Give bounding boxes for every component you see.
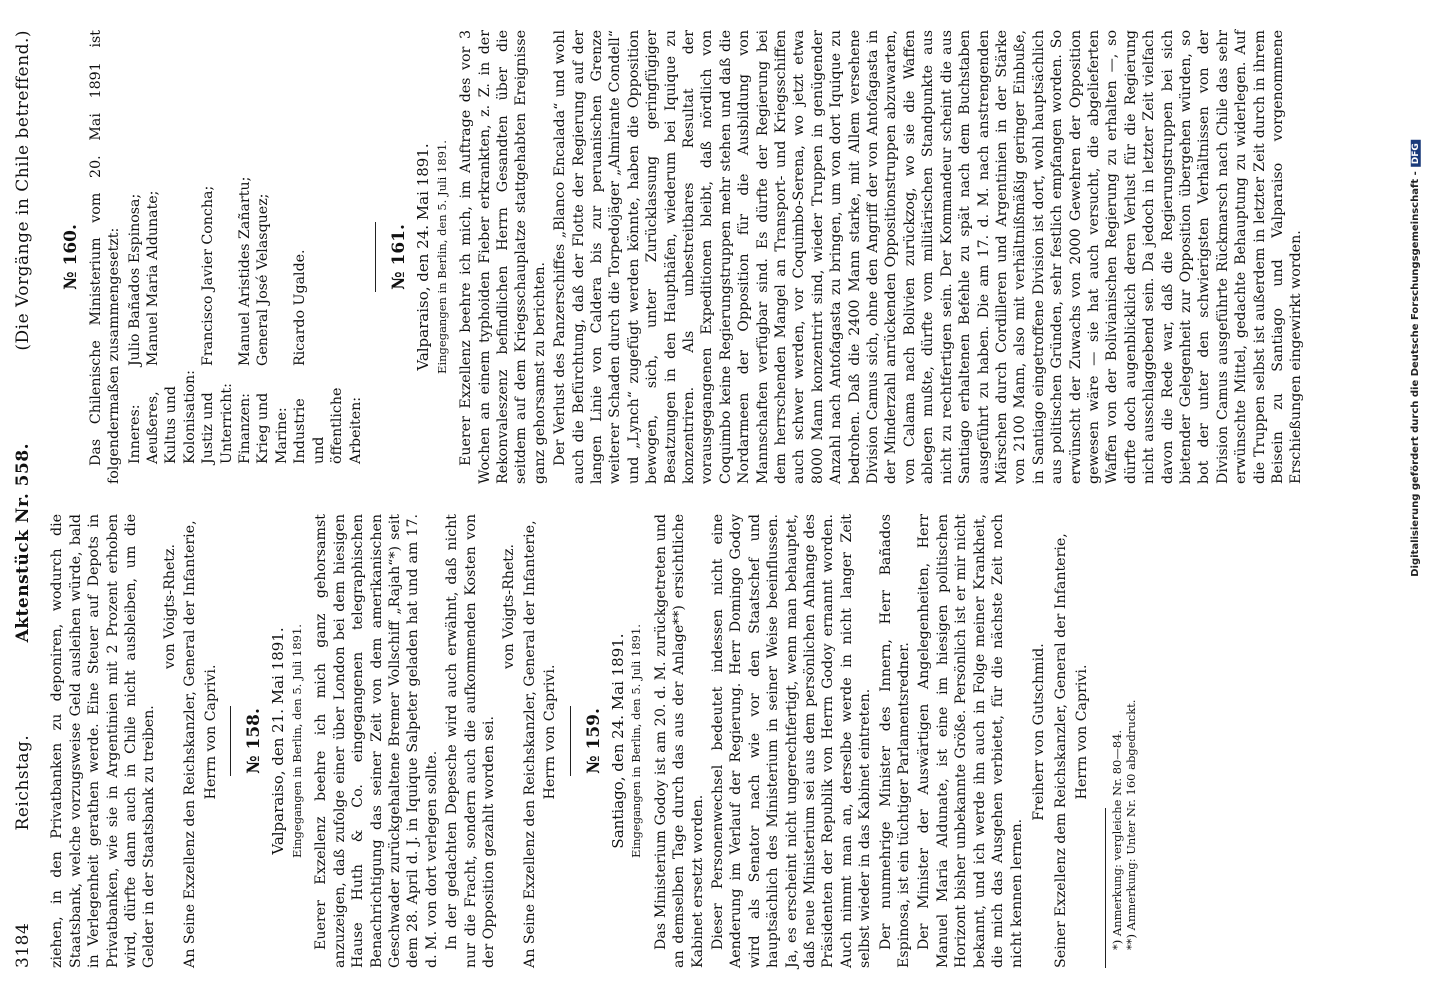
received-line: Eingegangen in Berlin, den 5. Juli 1891. (629, 624, 644, 858)
signature: von Voigts-Rhetz. (501, 544, 518, 669)
dateline: Valparaiso, den 21. Mai 1891. (269, 627, 288, 855)
document-number-159: № 159. (583, 708, 604, 774)
digitization-credit (1404, 8, 1426, 708)
footnote: **) Anmerkung: Unter Nr. 160 abgedruckt. (1124, 699, 1139, 950)
header-subject: (Die Vorgänge in Chile betreffend.) (13, 30, 33, 351)
document-number-158: № 158. (244, 708, 265, 774)
paragraph: Dieser Personenwechsel bedeutet indessen nicht eine Aenderung im Verlauf der Regierung. Herr Domingo Godoy wird als Senator nach wie vor den Staatschef und hauptsächlich des Ministerium in seiner Weise beeinflussen. Ja, es erscheint nicht ungerechtfertigt, wenn man behauptet, daß neue Ministerium sei aus dem persönlichen Anhange des Präsidenten der Republik von Herrn Godoy ernannt worden. Auch nimmt man an, derselbe werde in nicht langer Zeit selbst wieder in das Kabinet eintreten. (710, 514, 874, 968)
minister-name: Julio Bañados Espinosa; (126, 193, 143, 366)
minister-name: Ricardo Ugalde. (292, 249, 309, 366)
dateline: Santiago, den 24. Mai 1891. (608, 633, 627, 849)
address-line: An Seine Exzellenz den Reichskanzler, General der Infanterie, (182, 520, 199, 968)
paragraph: ziehen, in den Privatbanken zu deponiren, wodurch die Staatsbank, welche vorzugsweise Geld ausleihen würde, bald in Verlegenheit gerathen werde. Eine Steuer auf Depots in Privatbanken, wie sie in Argentinien mit 2 Prozent erhoben wird, dürfte dann auch in Chile nicht ausbleiben, um die Gelder in der Staatsbank zu treiben. (49, 514, 158, 968)
paragraph: Euerer Exzellenz beehre ich mich, im Auftrage des vor 3 Wochen an einem typhoiden Fieber erkrankten, z. Z. in der Rekonvaleszenz befindlichen Herrn Gesandten über die seitdem auf dem Kriegsschauplatze stattgehabten Ereignisse ganz gehorsamst zu berichten. (458, 30, 548, 484)
digitization-credit-text: Digitalisierung gefördert durch die Deutsche Forschungsgemeinschaft - (1409, 170, 1421, 577)
paragraph: Der Minister der Auswärtigen Angelegenheiten, Herr Manuel Maria Aldunate, ist eine im hiesigen politischen Horizont bisher unbekannte Größe. Persönlich ist er mir nicht bekannt, und ich werde ihn auch in Folge meiner Krankheit, die mich das Ausgehen verbietet, für die nächste Zeit noch nicht kennen lernen. (916, 514, 1025, 968)
dateline: Valparaiso, den 24. Mai 1891. (414, 143, 433, 371)
signature: von Voigts-Rhetz. (161, 544, 178, 669)
address-line: Seiner Exzellenz dem Reichskanzler, General der Infanterie, (1053, 533, 1070, 968)
document-number-161: № 161. (388, 224, 409, 290)
address-line: Herrn von Caprivi. (542, 664, 559, 800)
paragraph: In der gedachten Depesche wird auch erwähnt, daß nicht nur die Fracht, sondern auch die aufkommenden Kosten von der Opposition gezahlt worden sei. (444, 514, 497, 968)
document-number-160: № 160. (61, 224, 82, 290)
page-header (14, 30, 40, 968)
paragraph: Das Ministerium Godoy ist am 20. d. M. zurückgetreten und an demselben Tage durch das aus der Anlage**) ersichtliche Kabinet ersetzt worden. (652, 514, 706, 968)
address-line: Herrn von Caprivi. (202, 664, 219, 800)
received-line: Eingegangen in Berlin, den 5. Juli 1891. (434, 140, 449, 374)
minister-portfolio: Finanzen: (237, 393, 254, 464)
address-line: Herrn von Caprivi. (1073, 664, 1090, 800)
paragraph: Der Verlust des Panzerschiffes „Blanco Encalada“ und wohl auch die Befürchtung, daß der Flotte der Regierung auf der langen Linie von Caldera bis zur peruanischen Grenze weiterer Schaden durch die Torpedojäger „Almirante Condell“ und „Lynch“ zugefügt werden könnte, haben die Opposition bewogen, sich, unter Zurücklassung geringfügiger Besatzungen in den Haupthäfen, wiederum bei Iquique zu konzentriren. Als unbestreitbares Resultat der vorausgegangenen Expeditionen bleibt, daß nördlich von Coquimbo keine Regierungstruppen mehr stehen und daß die Nordarmeen der Opposition für die Ausbildung von Mannschaften verfügbar sind. Es dürfte der Regierung bei dem herrschenden Mangel an Transport- und Kriegsschiffen auch schwer werden, vor Coquimbo-Serena, wo jetzt etwa 8000 Mann konzentrirt sind, wieder Truppen in genügender Anzahl nach Antofagasta zu bringen, um von dort Iquique zu bedrohen. Daß die 2400 Mann starke, mit Allem versehene Division Camus sich, ohne den Angriff der von Antofagasta in der Minderzahl anrückenden Oppositionstruppen abzuwarten, von Calama nach Bolivien zurückzog, wo sie die Waffen ablegen mußte, dürfte vom militärischen Standpunkte aus nicht zu rechtfertigen sein. Der Kommandeur scheint die aus Santiago erhaltenen Befehle zu spät nach dem Buchstaben ausgeführt zu haben. Die am 17. d. M. nach anstrengenden Märschen durch Cordilleren und Argentinien in der Stärke von 2100 Mann, also mit verhältnißmäßig geringer Einbuße, in Santiago eingetroffene Division ist dort, wohl hauptsächlich aus politischen Gründen, sehr festlich empfangen worden. So erwünscht der Zuwachs von 2000 Gewehren der Opposition gewesen wäre — sie hat auch versucht, die abgelieferten Waffen von der Bolivianischen Regierung zu erhalten —, so dürfte doch augenblicklich deren Verlust für die Regierung nicht ausschlaggebend sein. Da jedoch in letzter Zeit vielfach davon die Rede war, daß die Regierungstruppen bei sich bietender Gelegenheit zur Opposition übergehen würden, so bot der unter den schwierigsten Verhältnissen von der Division Camus ausgeführte Rückmarsch nach Chile das sehr erwünschte Mittel, gedachte Behauptung zu widerlegen. Auf die Truppen selbst ist außerdem in letzter Zeit durch in ihrem Beisein zu Santiago und Valparaiso vorgenommene Erschießungen eingewirkt worden. (552, 30, 1305, 484)
footnote: *) Anmerkung: vergleiche Nr. 80—84. (1110, 729, 1125, 950)
separator (375, 222, 376, 292)
dfg-logo: DFG (1411, 140, 1421, 167)
received-line: Eingegangen in Berlin, den 5. Juli 1891. (289, 624, 304, 858)
paragraph: Das Chilenische Ministerium vom 20. Mai 1891 ist folgendermaßen zusammengesetzt: (87, 30, 123, 484)
minister-portfolio: Industrie und öffentliche Arbeiten: (292, 387, 364, 464)
minister-name: Manuel Maria Aldunate; (145, 190, 162, 366)
page-number: 3184 (13, 922, 33, 968)
address-line: An Seine Exzellenz den Reichskanzler, General der Infanterie, (521, 520, 538, 968)
paragraph: Euerer Exzellenz beehre ich mich ganz gehorsamst anzuzeigen, daß zufolge einer über London bei dem hiesigen Hause Huth & Co. eingegangenen telegraphischen Benachrichtigung das seiner Zeit von dem amerikanischen Geschwader zurückgehaltene Bremer Vollschiff „Rajah“*) seit dem 28. April d. J. in Iquique Salpeter geladen hat und am 17. d. M. von dort verlegen sollte. (313, 514, 440, 968)
signature: Freiherr von Gutschmid. (1030, 643, 1047, 821)
right-column (48, 30, 1348, 484)
minister-portfolio: Inneres: (126, 404, 143, 464)
header-left: Reichstag. (13, 734, 33, 831)
minister-portfolio: Aeußeres, Kultus und Kolonisation: (145, 370, 198, 464)
minister-list (126, 30, 365, 464)
left-column (48, 514, 1348, 968)
separator (230, 706, 231, 776)
minister-name: General José Velasquez; (255, 193, 272, 366)
paragraph: Der nunmehrige Minister des Innern, Herr Bañados Espinosa, ist ein tüchtiger Parlamentsredner. (877, 514, 913, 968)
separator (570, 706, 571, 776)
header-document-number: Aktenstück Nr. 558. (13, 442, 33, 643)
minister-name: Manuel Aristides Zañartu; (237, 176, 254, 366)
minister-portfolio: Krieg und Marine: (255, 392, 290, 464)
minister-portfolio: Justiz und Unterricht: (200, 383, 235, 464)
minister-name: Francisco Javier Concha; (200, 185, 217, 366)
